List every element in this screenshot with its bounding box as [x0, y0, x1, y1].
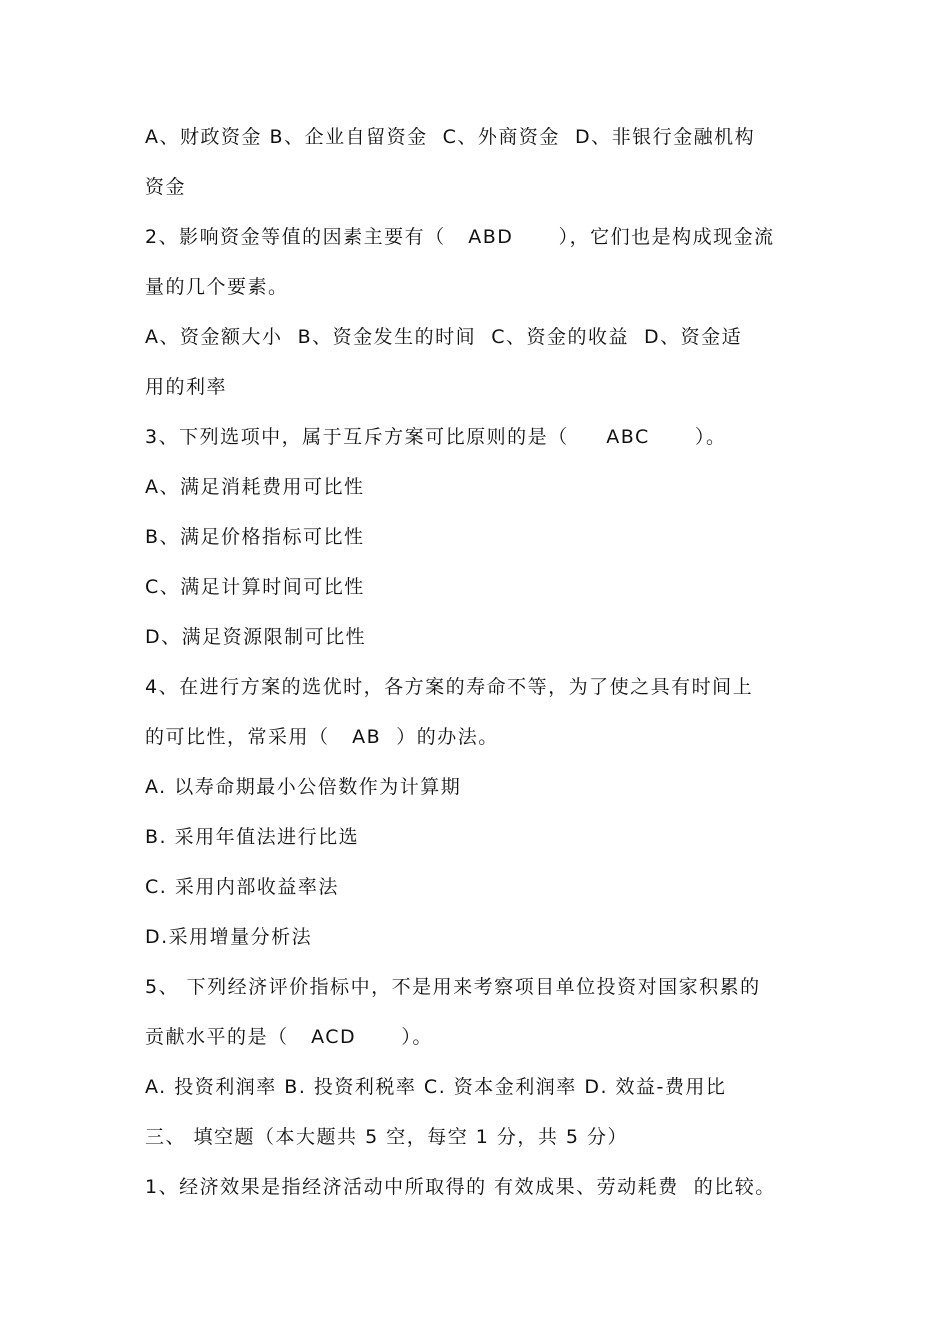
option-line-q2-cont: 用的利率 — [145, 376, 228, 398]
option-line-q5: A. 投资利润率 B. 投资利税率 C. 资本金利润率 D. 效益-费用比 — [145, 1076, 727, 1098]
option-q4-b: B. 采用年值法进行比选 — [145, 826, 360, 848]
option-line-q2: A、资金额大小 B、资金发生的时间 C、资金的收益 D、资金适 — [145, 326, 743, 348]
document-body — [145, 112, 815, 1212]
option-q4-d: D.采用增量分析法 — [145, 926, 313, 948]
question-3: 3、下列选项中，属于互斥方案可比原则的是（ ABC ）。 — [145, 426, 727, 448]
question-4-cont: 的可比性，常采用（ AB ）的办法。 — [145, 726, 499, 748]
option-q3-b: B、满足价格指标可比性 — [145, 526, 365, 548]
question-2-cont: 量的几个要素。 — [145, 276, 289, 298]
question-2: 2、影响资金等值的因素主要有（ ABD ），它们也是构成现金流 — [145, 226, 775, 248]
option-q3-d: D、满足资源限制可比性 — [145, 626, 367, 648]
question-5-cont: 贡献水平的是（ ACD ）。 — [145, 1026, 433, 1048]
option-q3-a: A、满足消耗费用可比性 — [145, 476, 365, 498]
option-q4-c: C. 采用内部收益率法 — [145, 876, 339, 898]
option-q4-a: A. 以寿命期最小公倍数作为计算期 — [145, 776, 462, 798]
option-line-q1: A、财政资金 B、企业自留资金 C、外商资金 D、非银行金融机构 — [145, 126, 756, 148]
option-line-q1-cont: 资金 — [145, 176, 187, 198]
option-q3-c: C、满足计算时间可比性 — [145, 576, 365, 598]
question-4: 4、在进行方案的选优时，各方案的寿命不等，为了使之具有时间上 — [145, 676, 754, 698]
section-heading-fill-blank: 三、 填空题（本大题共 5 空，每空 1 分，共 5 分） — [145, 1126, 629, 1148]
fill-blank-question-1: 1、经济效果是指经济活动中所取得的 有效成果、劳动耗费 的比较。 — [145, 1176, 776, 1198]
question-5: 5、 下列经济评价指标中，不是用来考察项目单位投资对国家积累的 — [145, 976, 761, 998]
